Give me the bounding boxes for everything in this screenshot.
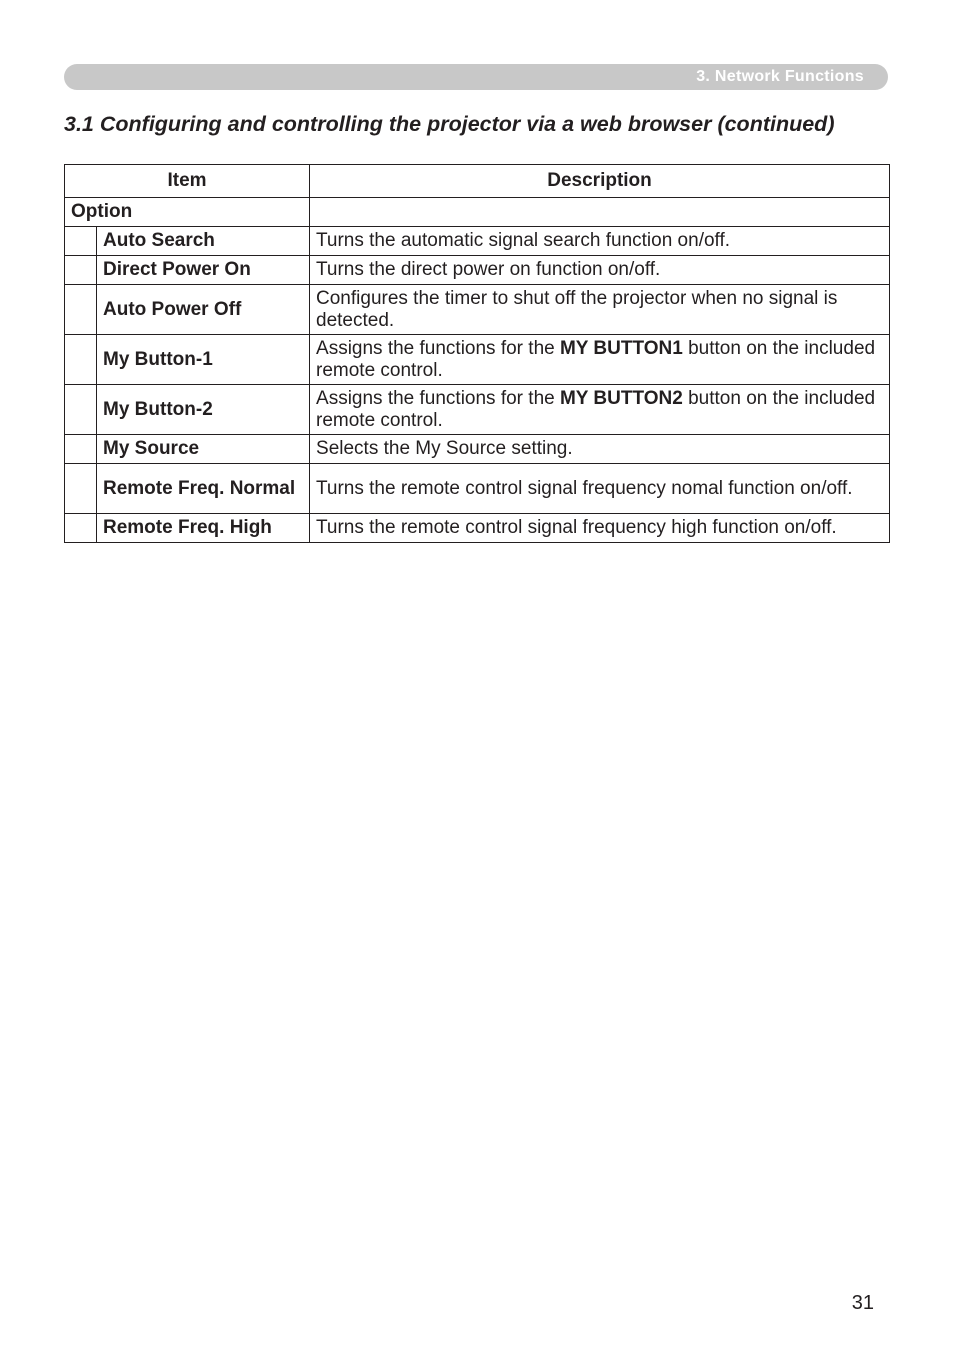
table-row bbox=[65, 227, 890, 256]
column-header-description: Description bbox=[310, 165, 890, 198]
group-label: Option bbox=[65, 198, 310, 227]
description-text: Turns the remote control signal frequency nomal function on/off. bbox=[316, 477, 853, 499]
options-table bbox=[64, 164, 890, 543]
description-cell bbox=[310, 256, 890, 285]
description-cell bbox=[310, 464, 890, 514]
description-text: Selects the My Source setting. bbox=[316, 438, 573, 459]
description-bold-text: MY BUTTON2 bbox=[559, 387, 683, 409]
description-cell bbox=[310, 227, 890, 256]
table-row bbox=[65, 464, 890, 514]
description-cell bbox=[310, 285, 890, 335]
description-cell bbox=[310, 514, 890, 543]
description-text: Assigns the functions for the bbox=[316, 387, 560, 409]
section-label: 3. Network Functions bbox=[696, 68, 864, 85]
description-text: Turns the direct power on function on/off. bbox=[316, 259, 661, 280]
indent-cell bbox=[65, 435, 97, 464]
page-number: 31 bbox=[851, 1292, 874, 1314]
item-cell: My Source bbox=[97, 435, 310, 464]
description-cell bbox=[310, 435, 890, 464]
column-header-item: Item bbox=[65, 165, 310, 198]
description-text: Turns the remote control signal frequency high function on/off. bbox=[316, 517, 837, 538]
table-row bbox=[65, 385, 890, 435]
indent-cell bbox=[65, 385, 97, 435]
item-cell: My Button-1 bbox=[97, 335, 310, 385]
table-row bbox=[65, 514, 890, 543]
group-description-empty bbox=[310, 198, 890, 227]
item-cell: Auto Search bbox=[97, 227, 310, 256]
description-cell bbox=[310, 385, 890, 435]
page-title: 3.1 Configuring and controlling the projector via a web browser (continued) bbox=[64, 112, 835, 136]
description-cell bbox=[310, 335, 890, 385]
table-row bbox=[65, 256, 890, 285]
item-cell: Auto Power Off bbox=[97, 285, 310, 335]
description-bold-text: MY BUTTON1 bbox=[559, 337, 683, 359]
group-row-option bbox=[65, 198, 890, 227]
indent-cell bbox=[65, 514, 97, 543]
description-text: button on the included remote control. bbox=[316, 337, 876, 381]
table-row bbox=[65, 335, 890, 385]
section-header-bar bbox=[64, 64, 888, 90]
description-text: Assigns the functions for the bbox=[316, 337, 560, 359]
item-cell: Remote Freq. Normal bbox=[97, 464, 310, 514]
item-cell: My Button-2 bbox=[97, 385, 310, 435]
description-text: Configures the timer to shut off the projector when no signal is detected. bbox=[316, 287, 838, 331]
table-header-row bbox=[65, 165, 890, 198]
item-cell: Remote Freq. High bbox=[97, 514, 310, 543]
description-text: Turns the automatic signal search function on/off. bbox=[316, 230, 731, 251]
indent-cell bbox=[65, 256, 97, 285]
indent-cell bbox=[65, 285, 97, 335]
table-row bbox=[65, 435, 890, 464]
indent-cell bbox=[65, 227, 97, 256]
indent-cell bbox=[65, 464, 97, 514]
table-row bbox=[65, 285, 890, 335]
item-cell: Direct Power On bbox=[97, 256, 310, 285]
indent-cell bbox=[65, 335, 97, 385]
description-text: button on the included remote control. bbox=[316, 387, 876, 431]
